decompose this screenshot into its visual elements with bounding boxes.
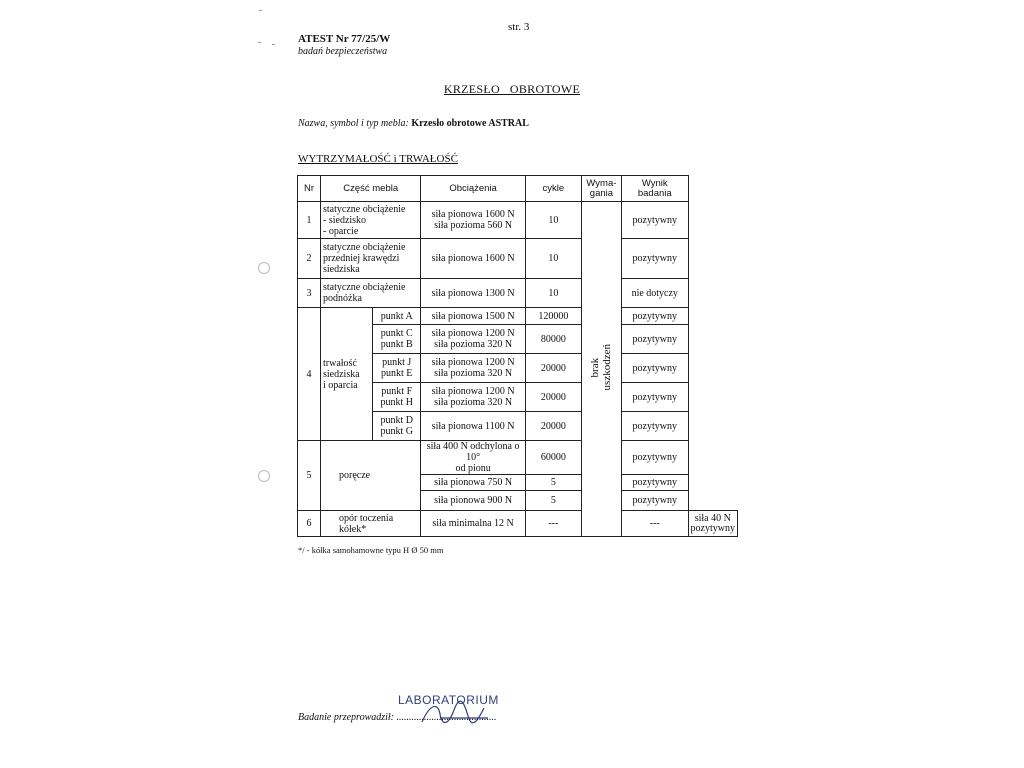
table-header-row <box>298 176 738 202</box>
row-result: pozytywny <box>621 308 688 325</box>
requirement-merged-cell <box>581 202 621 537</box>
row-result: nie dotyczy <box>621 279 688 308</box>
row-point: punkt C punkt B <box>373 325 421 354</box>
row-load: siła pionowa 1100 N <box>421 412 525 441</box>
row-cycles: 10 <box>525 279 581 308</box>
signer-label: Badanie przeprowadził: <box>298 712 395 723</box>
row-cycles: 20000 <box>525 412 581 441</box>
row-load: siła pionowa 750 N <box>421 475 525 491</box>
table-row <box>298 511 738 537</box>
row-point: punkt A <box>373 308 421 325</box>
row-result: pozytywny <box>621 325 688 354</box>
row-load: siła pionowa 1600 N siła pozioma 560 N <box>421 202 525 239</box>
signer-line <box>298 712 497 723</box>
row-part: trwałość siedziska i oparcia <box>321 308 373 441</box>
row-load: siła pionowa 1200 N siła pozioma 320 N <box>421 383 525 412</box>
row-load: siła 400 N odchylona o 10° od pionu <box>421 441 525 475</box>
row-point: punkt D punkt G <box>373 412 421 441</box>
requirement-text: brak uszkodzeń <box>589 344 614 391</box>
row-load: siła minimalna 12 N <box>421 511 525 537</box>
row-cycles: 80000 <box>525 325 581 354</box>
row-part: poręcze <box>321 441 421 511</box>
row-part: statyczne obciążenie podnóżka <box>321 279 421 308</box>
furniture-name-value: Krzesło obrotowe ASTRAL <box>411 118 529 129</box>
row-load: siła pionowa 900 N <box>421 491 525 511</box>
table-row <box>298 441 738 475</box>
row-nr: 2 <box>298 239 321 279</box>
header-nr: Nr <box>298 176 321 202</box>
row-nr: 4 <box>298 308 321 441</box>
document-subtitle: badań bezpieczeństwa <box>298 46 388 57</box>
main-title: KRZESŁO OBROTOWE <box>443 82 581 96</box>
row-load: siła pionowa 1300 N <box>421 279 525 308</box>
table-row <box>298 279 738 308</box>
row-nr: 5 <box>298 441 321 511</box>
row-part: statyczne obciążenie przedniej krawędzi siedziska <box>321 239 421 279</box>
document-number: ATEST Nr 77/25/W <box>298 33 391 45</box>
row-cycles: 20000 <box>525 383 581 412</box>
row-cycles: 5 <box>525 475 581 491</box>
header-part: Część mebla <box>321 176 421 202</box>
scan-speck <box>259 10 262 11</box>
scan-speck <box>272 44 275 45</box>
row-cycles: 60000 <box>525 441 581 475</box>
row-result: pozytywny <box>621 202 688 239</box>
row-load: siła pionowa 1200 N siła pozioma 320 N <box>421 325 525 354</box>
row-result: pozytywny <box>621 441 688 475</box>
scan-speck <box>258 42 261 43</box>
row-cycles: 5 <box>525 491 581 511</box>
section-title: WYTRZYMAŁOŚĆ i TRWAŁOŚĆ <box>298 153 458 165</box>
row-part: statyczne obciążenie - siedzisko - oparcie <box>321 202 421 239</box>
laboratory-stamp: LABORATORIUM <box>398 693 499 707</box>
test-results-table <box>297 175 738 537</box>
header-cycles: cykle <box>525 176 581 202</box>
row-point: punkt F punkt H <box>373 383 421 412</box>
page-number: str. 3 <box>508 21 530 33</box>
row-result: pozytywny <box>621 475 688 491</box>
row-requirement: --- <box>621 511 688 537</box>
table-row <box>298 239 738 279</box>
row-result: pozytywny <box>621 354 688 383</box>
punch-hole-bottom <box>258 470 270 482</box>
punch-hole-top <box>258 262 270 274</box>
furniture-name-line <box>298 118 529 129</box>
row-result: siła 40 N pozytywny <box>688 511 737 537</box>
row-cycles: 20000 <box>525 354 581 383</box>
table-row <box>298 308 738 325</box>
row-nr: 1 <box>298 202 321 239</box>
row-result: pozytywny <box>621 239 688 279</box>
row-cycles: 120000 <box>525 308 581 325</box>
row-point: punkt J punkt E <box>373 354 421 383</box>
signer-dots: ........................................ <box>396 712 497 723</box>
header-load: Obciążenia <box>421 176 525 202</box>
header-result: Wynik badania <box>621 176 688 202</box>
row-load: siła pionowa 1200 N siła pozioma 320 N <box>421 354 525 383</box>
row-cycles: 10 <box>525 239 581 279</box>
row-part: opór toczenia kółek* <box>321 511 421 537</box>
row-cycles: --- <box>525 511 581 537</box>
row-load: siła pionowa 1600 N <box>421 239 525 279</box>
row-nr: 6 <box>298 511 321 537</box>
row-load: siła pionowa 1500 N <box>421 308 525 325</box>
row-nr: 3 <box>298 279 321 308</box>
row-result: pozytywny <box>621 491 688 511</box>
row-result: pozytywny <box>621 383 688 412</box>
row-cycles: 10 <box>525 202 581 239</box>
footnote: */ - kółka samohamowne typu H Ø 50 mm <box>298 545 444 555</box>
table-row <box>298 202 738 239</box>
furniture-name-label: Nazwa, symbol i typ mebla: <box>298 118 409 129</box>
header-requirements: Wyma- gania <box>581 176 621 202</box>
row-result: pozytywny <box>621 412 688 441</box>
